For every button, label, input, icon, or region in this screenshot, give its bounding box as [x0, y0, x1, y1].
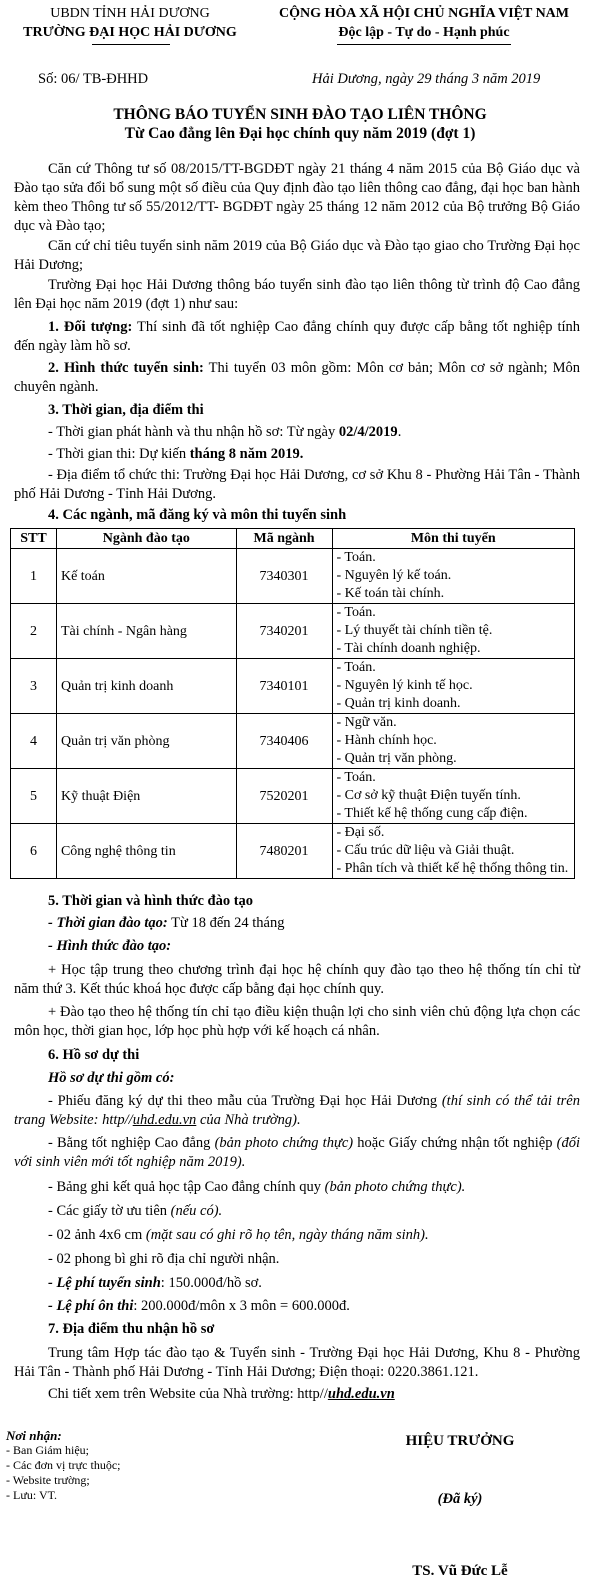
- majors-table: [10, 528, 575, 879]
- header-left: [0, 4, 260, 42]
- section-1-text: Thí sinh đã tốt nghiệp Cao đẳng chính quy được cấp bằng tốt nghiệp tính đến ngày làm hồ sơ.: [14, 319, 581, 354]
- row-code: 7340201: [236, 604, 332, 659]
- row-stt: 3: [11, 659, 57, 714]
- i4-italic: (nếu có).: [170, 1203, 223, 1219]
- subject: - Quản trị văn phòng.: [336, 751, 457, 766]
- website-link-2[interactable]: uhd.edu.vn: [327, 1386, 395, 1402]
- section-7-p2: [48, 1385, 578, 1404]
- col-header-subjects: Môn thi tuyển: [332, 529, 575, 549]
- s3-l1-end: .: [397, 424, 402, 440]
- subject: - Toán.: [336, 770, 376, 785]
- s3-l2-text: - Thời gian thi: Dự kiến: [48, 446, 190, 462]
- col-header-major: Ngành đào tạo: [56, 529, 236, 549]
- subject: - Thiết kế hệ thống cung cấp điện.: [336, 806, 528, 821]
- fee2-label: - Lệ phí ôn thi: [48, 1298, 134, 1314]
- subject: - Cơ sở kỹ thuật Điện tuyến tính.: [336, 788, 521, 803]
- subject: - Quản trị kinh doanh.: [336, 696, 461, 711]
- row-stt: 5: [11, 769, 57, 824]
- table-row: [11, 659, 575, 714]
- header-motto: Độc lập - Tự do - Hạnh phúc: [338, 25, 510, 40]
- row-code: 7340301: [236, 549, 332, 604]
- recipient-item: - Website trường;: [6, 1473, 90, 1487]
- row-code: 7340101: [236, 659, 332, 714]
- section-3-line-1: [48, 423, 578, 442]
- doc-title: [0, 105, 600, 143]
- subject: - Hành chính học.: [336, 733, 437, 748]
- row-code: 7480201: [236, 824, 332, 879]
- row-subjects: [332, 769, 575, 824]
- col-header-code: Mã ngành: [236, 529, 332, 549]
- row-major: Tài chính - Ngân hàng: [56, 604, 236, 659]
- fee1-value: : 150.000đ/hồ sơ.: [160, 1275, 262, 1291]
- doc-date: Hải Dương, ngày 29 tháng 3 năm 2019: [312, 71, 541, 87]
- row-major: Kỹ thuật Điện: [56, 769, 236, 824]
- signed-note: (Đã ký): [437, 1491, 483, 1507]
- subject: - Kế toán tài chính.: [336, 586, 445, 601]
- section-3-line-3: - Địa điểm tổ chức thi: Trường Đại học Hải Dương, cơ sở Khu 8 - Phường Hải Tân - Thành phố Hải Dương - Tỉnh Hải Dương.: [14, 467, 580, 502]
- section-6-subheading: Hồ sơ dự thi gồm có:: [48, 1070, 175, 1086]
- header-country: CỘNG HÒA XÃ HỘI CHỦ NGHĨA VIỆT NAM: [278, 6, 569, 21]
- i2-text-b: hoặc Giấy chứng nhận tốt nghiệp: [353, 1135, 557, 1151]
- fee2-value: : 200.000đ/môn x 3 môn = 600.000đ.: [133, 1298, 350, 1314]
- i2-text-a: - Bằng tốt nghiệp Cao đẳng: [48, 1135, 215, 1151]
- header-university: TRƯỜNG ĐẠI HỌC HẢI DƯƠNG: [23, 25, 237, 40]
- row-major: Quản trị kinh doanh: [56, 659, 236, 714]
- section-4-heading: 4. Các ngành, mã đăng ký và môn thi tuyển sinh: [48, 507, 347, 523]
- table-header-row: [11, 529, 575, 549]
- section-7-p1: Trung tâm Hợp tác đào tạo & Tuyển sinh - Trường Đại học Hải Dương, Khu 8 - Phường Hải Tân - Thành phố Hải Dương - Tỉnh Hải Dương; Điện thoại: 0220.3861.121.: [14, 1345, 580, 1380]
- row-stt: 4: [11, 714, 57, 769]
- docs-item-4: [48, 1202, 578, 1221]
- i4-text: - Các giấy tờ ưu tiên: [48, 1203, 171, 1219]
- section-6-heading: 6. Hồ sơ dự thi: [48, 1047, 140, 1063]
- recipient-item: - Các đơn vị trực thuộc;: [6, 1458, 121, 1472]
- recipient-item: - Ban Giám hiệu;: [6, 1443, 89, 1457]
- row-stt: 2: [11, 604, 57, 659]
- header-right-underline: [337, 44, 511, 45]
- doc-number: Số: 06/ TB-ĐHHD: [38, 71, 149, 87]
- header-left-underline: [92, 44, 170, 45]
- table-row: [11, 769, 575, 824]
- docs-item-6: - 02 phong bì ghi rõ địa chỉ người nhận.: [48, 1251, 280, 1267]
- i5-italic: (mặt sau có ghi rõ họ tên, ngày tháng năm sinh).: [145, 1227, 429, 1243]
- signer-name: TS. Vũ Đức Lễ: [412, 1563, 508, 1579]
- row-subjects: [332, 604, 575, 659]
- section-5-form-label: - Hình thức đào tạo:: [48, 938, 172, 954]
- header-right: [248, 4, 600, 42]
- doc-title-line2: Từ Cao đẳng lên Đại học chính quy năm 2019 (đợt 1): [124, 125, 476, 142]
- row-major: Công nghệ thông tin: [56, 824, 236, 879]
- s7-p2-text: Chi tiết xem trên Website của Nhà trường: http//: [48, 1386, 328, 1402]
- subject: - Nguyên lý kế toán.: [336, 568, 452, 583]
- row-subjects: [332, 549, 575, 604]
- recipient-item: - Lưu: VT.: [6, 1488, 58, 1502]
- recipients-block: [6, 1428, 206, 1503]
- section-5-heading: 5. Thời gian và hình thức đào tạo: [48, 893, 254, 909]
- subject: - Phân tích và thiết kế hệ thống thông tin.: [336, 861, 569, 876]
- section-3-heading: 3. Thời gian, địa điểm thi: [48, 402, 204, 418]
- i5-text: - 02 ảnh 4x6 cm: [48, 1227, 146, 1243]
- col-header-stt: STT: [11, 529, 57, 549]
- section-2-heading: 2. Hình thức tuyển sinh:: [48, 360, 204, 376]
- row-subjects: [332, 824, 575, 879]
- s3-l1-date: 02/4/2019: [338, 424, 398, 440]
- duration-text: Từ 18 đến 24 tháng: [167, 915, 285, 931]
- i1-italic-a: (thí sinh có thể tải trên trang Website: http//: [14, 1093, 580, 1128]
- section-7-heading: 7. Địa điểm thu nhận hồ sơ: [48, 1321, 215, 1337]
- i1-italic-b: của Nhà trường).: [196, 1112, 301, 1128]
- row-stt: 6: [11, 824, 57, 879]
- s3-l1-text: - Thời gian phát hành và thu nhận hồ sơ: Từ ngày: [48, 424, 339, 440]
- recipients-label: Nơi nhận:: [6, 1428, 62, 1443]
- subject: - Toán.: [336, 660, 376, 675]
- docs-item-5: [48, 1226, 578, 1245]
- section-5-duration: [48, 914, 578, 933]
- row-code: 7520201: [236, 769, 332, 824]
- subject: - Tài chính doanh nghiệp.: [336, 641, 481, 656]
- table-row: [11, 824, 575, 879]
- row-major: Quản trị văn phòng: [56, 714, 236, 769]
- duration-label: - Thời gian đào tạo:: [48, 915, 168, 931]
- section-2-text: Thi tuyển 03 môn gồm: Môn cơ bản; Môn cơ sở ngành; Môn chuyên ngành.: [14, 360, 580, 395]
- row-stt: 1: [11, 549, 57, 604]
- row-subjects: [332, 659, 575, 714]
- section-5-form-p1: + Học tập trung theo chương trình đại học hệ chính quy đào tạo theo hệ thống tín chỉ từ năm thứ 3. Kết thúc khoá học được cấp bằng đại học chính quy.: [14, 962, 580, 997]
- i2-italic-a: (bản photo chứng thực): [214, 1135, 354, 1151]
- fee-review: [48, 1297, 578, 1316]
- table-row: [11, 714, 575, 769]
- subject: - Toán.: [336, 605, 376, 620]
- docs-item-1: [14, 1092, 580, 1130]
- section-1-heading: 1. Đối tượng:: [48, 319, 133, 335]
- i2-italic-b: (đối với sinh viên mới tốt nghiệp năm 2019).: [14, 1135, 580, 1170]
- subject: - Lý thuyết tài chính tiền tệ.: [336, 623, 493, 638]
- row-code: 7340406: [236, 714, 332, 769]
- fee-registration: [48, 1274, 578, 1293]
- doc-title-line1: THÔNG BÁO TUYỂN SINH ĐÀO TẠO LIÊN THÔNG: [113, 106, 487, 123]
- subject: - Cấu trúc dữ liệu và Giải thuật.: [336, 843, 515, 858]
- subject: - Toán.: [336, 550, 376, 565]
- section-2: [14, 359, 580, 397]
- intro-paragraph-1: Căn cứ Thông tư số 08/2015/TT-BGDĐT ngày 21 tháng 4 năm 2015 của Bộ Giáo dục và Đào tạo sửa đổi bổ sung một số điều của Quy định đào tạo liên thông cao đẳng, đại học ban hành kèm theo Thông tư số 55/2012/TT- BGDĐT ngày 25 tháng 12 năm 2012 của Bộ trưởng Bộ Giáo dục và Đào tạo;: [14, 161, 580, 234]
- i1-text: - Phiếu đăng ký dự thi theo mẫu của Trường Đại học Hải Dương: [48, 1093, 442, 1109]
- section-3-line-2: [48, 445, 578, 464]
- docs-item-2: [14, 1134, 580, 1172]
- subject: - Ngữ văn.: [336, 715, 397, 730]
- s3-l2-date: tháng 8 năm 2019.: [189, 446, 304, 462]
- website-link[interactable]: uhd.edu.vn: [132, 1112, 197, 1128]
- table-row: [11, 604, 575, 659]
- i3-italic: (bản photo chứng thực).: [324, 1179, 466, 1195]
- row-major: Kế toán: [56, 549, 236, 604]
- intro-paragraph-2: Căn cứ chỉ tiêu tuyển sinh năm 2019 của Bộ Giáo dục và Đào tạo giao cho Trường Đại học Hải Dương;: [14, 238, 580, 273]
- subject: - Đại số.: [336, 825, 385, 840]
- fee1-label: - Lệ phí tuyển sinh: [48, 1275, 161, 1291]
- row-subjects: [332, 714, 575, 769]
- header-province: UBDN TỈNH HẢI DƯƠNG: [50, 6, 210, 21]
- intro-paragraph-3: Trường Đại học Hải Dương thông báo tuyển sinh đào tạo liên thông từ trình độ Cao đẳng lên Đại học năm 2019 (đợt 1) như sau:: [14, 277, 580, 312]
- subject: - Nguyên lý kinh tế học.: [336, 678, 473, 693]
- table-row: [11, 549, 575, 604]
- i3-text: - Bảng ghi kết quả học tập Cao đẳng chính quy: [48, 1179, 325, 1195]
- signer-title: HIỆU TRƯỞNG: [405, 1433, 515, 1449]
- docs-item-3: [48, 1178, 578, 1197]
- section-5-form-p2: + Đào tạo theo hệ thống tín chỉ tạo điều kiện thuận lợi cho sinh viên chủ động lựa chọn các môn học, thời gian học, lớp học phù hợp với kế hoạch cá nhân.: [14, 1004, 580, 1039]
- section-1: [14, 318, 580, 356]
